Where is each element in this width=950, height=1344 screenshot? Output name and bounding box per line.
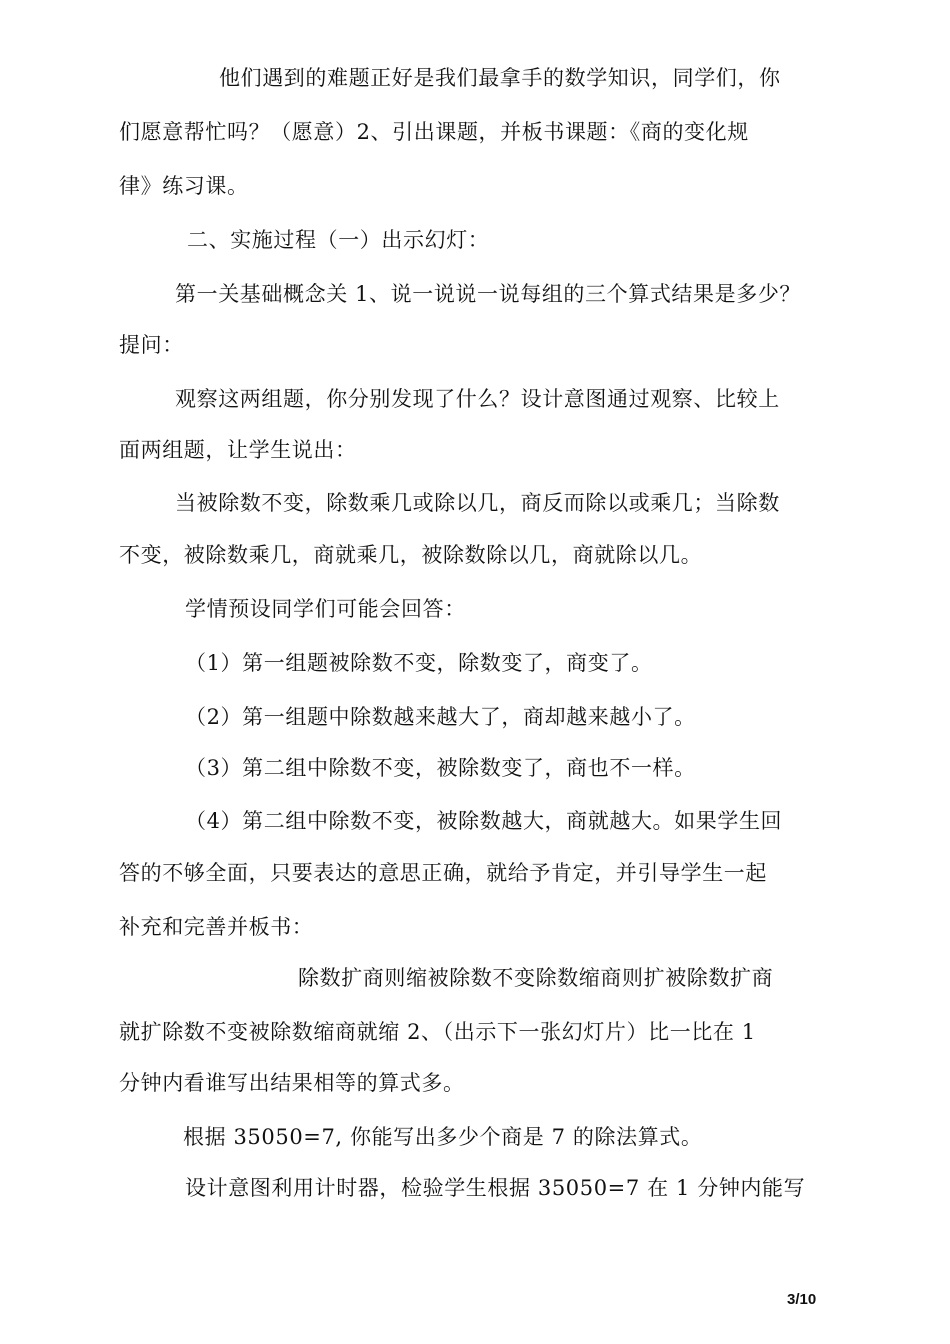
text-line: 律》练习课。: [119, 174, 249, 198]
text-line: 就扩除数不变被除数缩商就缩 2、（出示下一张幻灯片）比一比在 1: [119, 1020, 756, 1044]
text-line: 答的不够全面，只要表达的意思正确，就给予肯定，并引导学生一起: [119, 861, 767, 885]
page-number: 3/10: [787, 1291, 817, 1308]
text-line: 当被除数不变，除数乘几或除以几，商反而除以或乘几；当除数: [175, 491, 780, 515]
list-item: （1）第一组题被除数不变，除数变了，商变了。: [185, 651, 653, 675]
text-line: 补充和完善并板书：: [119, 915, 314, 939]
list-item: （2）第一组题中除数越来越大了，商却越来越小了。: [185, 705, 696, 729]
text-line: 除数扩商则缩被除数不变除数缩商则扩被除数扩商: [298, 966, 774, 990]
section-heading: 二、实施过程（一）出示幻灯：: [187, 228, 490, 252]
text-line: 学情预设同学们可能会回答：: [185, 597, 466, 621]
text-line: 设计意图利用计时器，检验学生根据 35050=7 在 1 分钟内能写: [185, 1176, 806, 1200]
text-line: 分钟内看谁写出结果相等的算式多。: [119, 1071, 465, 1095]
text-line: 根据 35050=7, 你能写出多少个商是 7 的除法算式。: [183, 1125, 703, 1149]
text-line: 提问：: [119, 333, 184, 357]
text-line: 面两组题，让学生说出：: [119, 438, 357, 462]
text-line: 们愿意帮忙吗？（愿意）2、引出课题，并板书课题：《商的变化规: [119, 120, 749, 144]
list-item: （4）第二组中除数不变，被除数越大，商就越大。如果学生回: [185, 809, 783, 833]
list-item: （3）第二组中除数不变，被除数变了，商也不一样。: [185, 756, 696, 780]
text-line: 第一关基础概念关 1、说一说说一说每组的三个算式结果是多少？: [175, 282, 802, 306]
text-line: 观察这两组题，你分别发现了什么？设计意图通过观察、比较上: [175, 387, 780, 411]
text-line: 不变，被除数乘几，商就乘几，被除数除以几，商就除以几。: [119, 543, 703, 567]
text-line: 他们遇到的难题正好是我们最拿手的数学知识，同学们，你: [219, 66, 781, 90]
